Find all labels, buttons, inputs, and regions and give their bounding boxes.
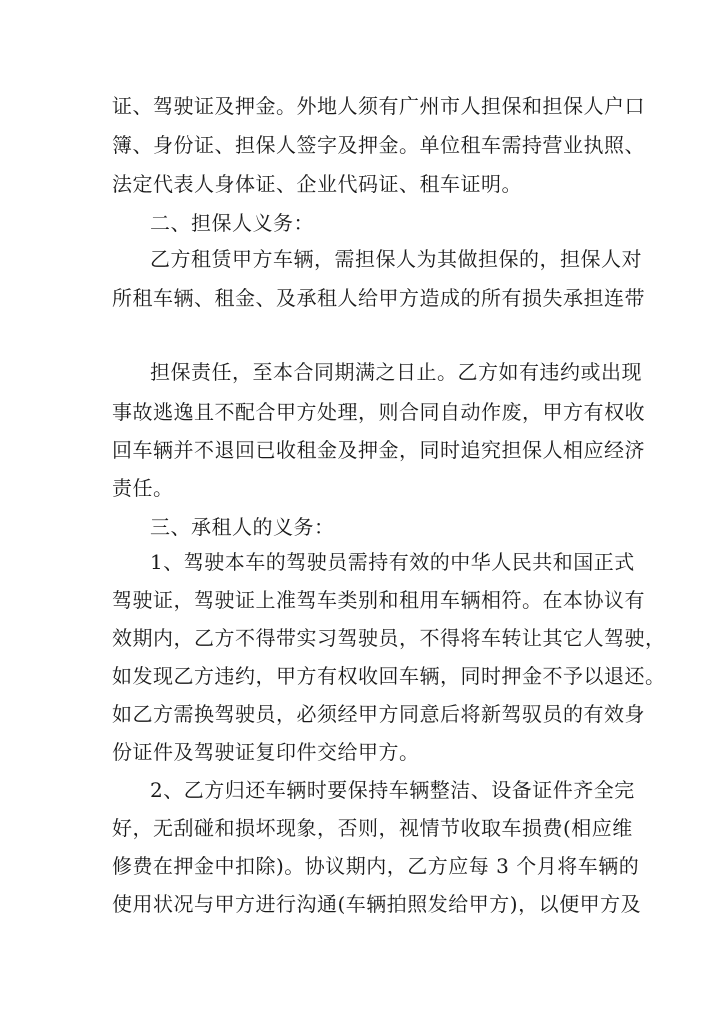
text-line: 证、驾驶证及押金。外地人须有广州市人担保和担保人户口 [112, 94, 645, 118]
text-line: 效期内，乙方不得带实习驾驶员，不得将车转让其它人驾驶， [112, 626, 666, 650]
text-line: 好，无刮碰和损坏现象，否则，视情节收取车损费(相应维 [112, 816, 633, 840]
text-line: 如乙方需换驾驶员，必须经甲方同意后将新驾驭员的有效身 [112, 702, 645, 726]
text-line: 使用状况与甲方进行沟通(车辆拍照发给甲方)，以便甲方及 [112, 892, 642, 916]
text-line: 簿、身份证、担保人签字及押金。单位租车需持营业执照、 [112, 133, 645, 157]
section-heading: 二、担保人义务： [150, 211, 314, 235]
text-line: 1、驾驶本车的驾驶员需持有效的中华人民共和国正式 [150, 550, 635, 574]
section-heading: 三、承租人的义务： [150, 515, 335, 539]
text-line: 如发现乙方违约，甲方有权收回车辆，同时押金不予以退还。 [112, 664, 666, 688]
text-line: 回车辆并不退回已收租金及押金，同时追究担保人相应经济 [112, 438, 645, 462]
text-line: 责任。 [112, 476, 174, 500]
text-line: 所租车辆、租金、及承租人给甲方造成的所有损失承担连带 [112, 286, 645, 310]
text-line: 担保责任，至本合同期满之日止。乙方如有违约或出现 [150, 360, 642, 384]
text-line: 修费在押金中扣除)。协议期内，乙方应每 3 个月将车辆的 [112, 854, 640, 878]
text-line: 事故逃逸且不配合甲方处理，则合同自动作废，甲方有权收 [112, 400, 645, 424]
text-line: 驾驶证，驾驶证上准驾车类别和租用车辆相符。在本协议有 [112, 588, 645, 612]
text-line: 法定代表人身体证、企业代码证、租车证明。 [112, 172, 522, 196]
text-line: 乙方租赁甲方车辆，需担保人为其做担保的，担保人对 [150, 247, 642, 271]
text-line: 2、乙方归还车辆时要保持车辆整洁、设备证件齐全完 [150, 778, 635, 802]
text-line: 份证件及驾驶证复印件交给甲方。 [112, 740, 420, 764]
